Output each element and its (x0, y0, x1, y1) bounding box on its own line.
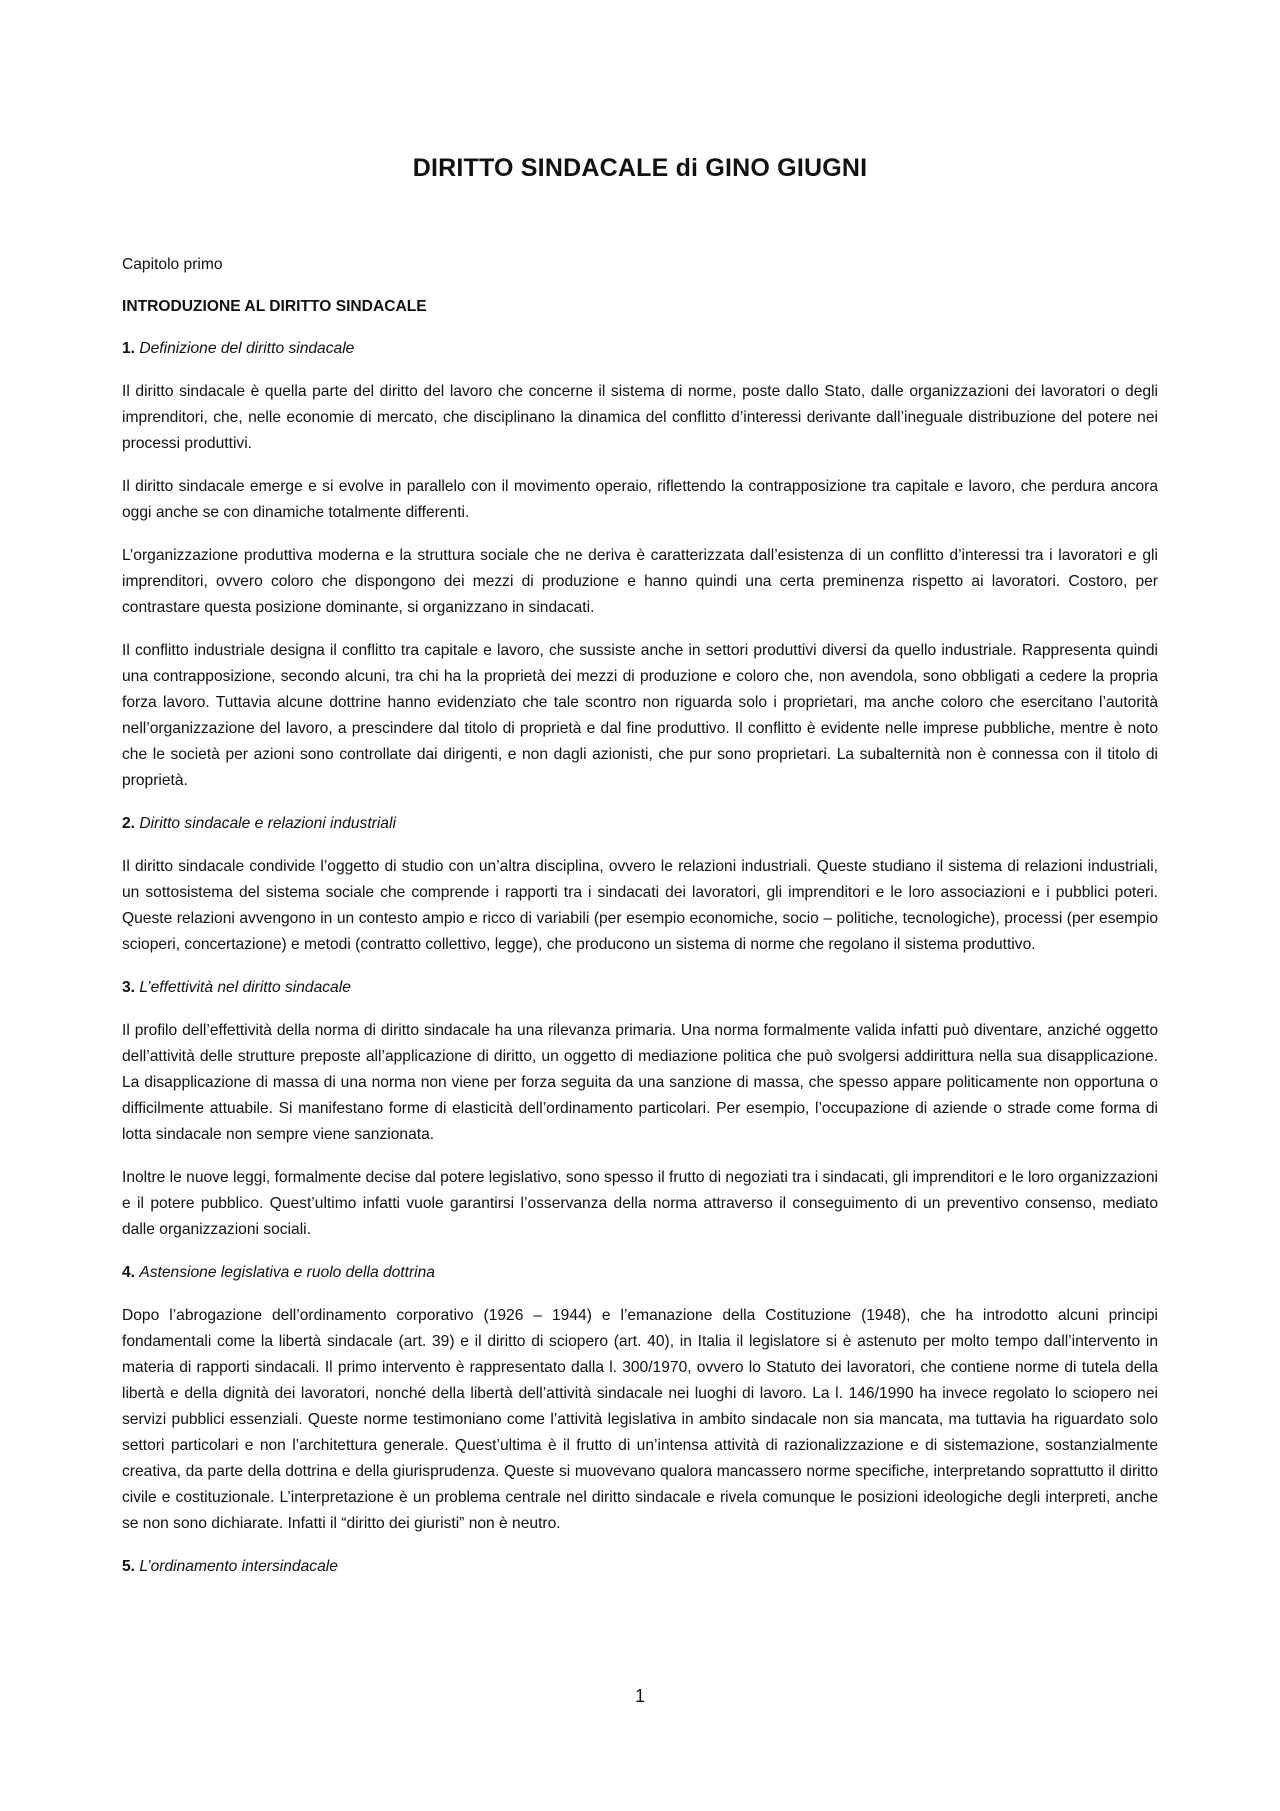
section-number: 4. (122, 1264, 136, 1281)
paragraph: Il diritto sindacale condivide l’oggetto di studio con un’altra disciplina, ovvero le relazioni industriali. Queste studiano il sistema di relazioni industriali, un sottosistema del sistema sociale che comprende i rapporti tra i sindacati dei lavoratori, gli imprenditori e le loro associazioni e i pubblici poteri. Queste relazioni avvengono in un contesto ampio e ricco di variabili (per esempio economiche, socio – politiche, tecnologiche), processi (per esempio scioperi, concertazione) e metodi (contratto collettivo, legge), che producono un sistema di norme che regolano il sistema produttivo. (122, 858, 1158, 953)
section-title: L’ordinamento intersindacale (139, 1558, 338, 1575)
paragraph: Il profilo dell’effettività della norma di diritto sindacale ha una rilevanza primaria. Una norma formalmente valida infatti può diventare, anziché oggetto dell’attività delle strutture preposte all’applicazione di diritto, un oggetto di mediazione politica che può svolgersi addirittura nella sua disapplicazione. La disapplicazione di massa di una norma non viene per forza seguita da una sanzione di massa, che spesso appare politicamente non opportuna o difficilmente attuabile. Si manifestano forme di elasticità dell’ordinamento particolari. Per esempio, l’occupazione di aziende o strade come forma di lotta sindacale non sempre viene sanzionata. (122, 1022, 1158, 1143)
document-body (122, 252, 1158, 1597)
section-number: 1. (122, 340, 136, 357)
section-number: 5. (122, 1558, 136, 1575)
section-title: L’effettività nel diritto sindacale (139, 979, 351, 996)
paragraph: L’organizzazione produttiva moderna e la struttura sociale che ne deriva è caratterizzata dall’esistenza di un conflitto d’interessi tra i lavoratori e gli imprenditori, ovvero coloro che dispongono dei mezzi di produzione e hanno quindi una certa preminenza rispetto ai lavoratori. Costoro, per contrastare questa posizione dominante, si organizzano in sindacati. (122, 547, 1158, 616)
page-number: 1 (634, 1686, 645, 1706)
chapter-label: Capitolo primo (122, 256, 223, 273)
document-page (122, 0, 1158, 1811)
paragraph: Il diritto sindacale emerge e si evolve in parallelo con il movimento operaio, riflettendo la contrapposizione tra capitale e lavoro, che perdura ancora oggi anche se con dinamiche totalmente differenti. (122, 478, 1158, 521)
section-title: Definizione del diritto sindacale (139, 340, 355, 357)
section-heading (122, 811, 1158, 837)
section-heading (122, 1554, 1158, 1580)
document-title: DIRITTO SINDACALE di GINO GIUGNI (412, 154, 868, 182)
section-number: 3. (122, 979, 136, 996)
paragraph: Il conflitto industriale designa il conflitto tra capitale e lavoro, che sussiste anche in settori produttivi diversi da quello industriale. Rappresenta quindi una contrapposizione, secondo alcuni, tra chi ha la proprietà dei mezzi di produzione e coloro che, non avendola, sono obbligati a cedere la propria forza lavoro. Tuttavia alcune dottrine hanno evidenziato che tale scontro non riguarda solo i proprietari, ma anche coloro che esercitano l’autorità nell’organizzazione del lavoro, a prescindere dal titolo di proprietà e dal fine produttivo. Il conflitto è evidente nelle imprese pubbliche, mentre è noto che le società per azioni sono controllate dai dirigenti, e non dagli azionisti, che pur sono proprietari. La subalternità non è connessa con il titolo di proprietà. (122, 642, 1158, 789)
section-number: 2. (122, 815, 136, 832)
paragraph: Il diritto sindacale è quella parte del diritto del lavoro che concerne il sistema di norme, poste dallo Stato, dalle organizzazioni dei lavoratori o degli imprenditori, che, nelle economie di mercato, che disciplinano la dinamica del conflitto d’interessi derivante dall’ineguale distribuzione del potere nei processi produttivi. (122, 383, 1158, 452)
section-heading (122, 336, 1158, 362)
paragraph: Inoltre le nuove leggi, formalmente decise dal potere legislativo, sono spesso il frutto di negoziati tra i sindacati, gli imprenditori e le loro organizzazioni e il potere pubblico. Quest’ultimo infatti vuole garantirsi l’osservanza della norma attraverso il conseguimento di un preventivo consenso, mediato dalle organizzazioni sociali. (122, 1169, 1158, 1238)
chapter-heading: INTRODUZIONE AL DIRITTO SINDACALE (122, 298, 427, 315)
section-heading (122, 1260, 1158, 1286)
section-heading (122, 975, 1158, 1001)
section-title: Astensione legislativa e ruolo della dottrina (139, 1264, 435, 1281)
section-title: Diritto sindacale e relazioni industriali (139, 815, 396, 832)
paragraph: Dopo l’abrogazione dell’ordinamento corporativo (1926 – 1944) e l’emanazione della Costituzione (1948), che ha introdotto alcuni principi fondamentali come la libertà sindacale (art. 39) e il diritto di sciopero (art. 40), in Italia il legislatore si è astenuto per molto tempo dall’intervento in materia di rapporti sindacali. Il primo intervento è rappresentato dalla l. 300/1970, ovvero lo Statuto dei lavoratori, che contiene norme di tutela della libertà e della dignità dei lavoratori, nonché della libertà dell’attività sindacale nei luoghi di lavoro. La l. 146/1990 ha invece regolato lo sciopero nei servizi pubblici essenziali. Queste norme testimoniano come l’attività legislativa in ambito sindacale non sia mancata, ma tuttavia ha riguardato solo settori particolari e non l’architettura generale. Quest’ultima è il frutto di un’intensa attività di razionalizzazione e di sistemazione, sostanzialmente creativa, da parte della dottrina e della giurisprudenza. Queste si muovevano qualora mancassero norme specifiche, interpretando soprattutto il diritto civile e costituzionale. L’interpretazione è un problema centrale nel diritto sindacale e rivela comunque le posizioni ideologiche degli interpreti, anche se non sono dichiarate. Infatti il “diritto dei giuristi” non è neutro. (122, 1307, 1158, 1532)
